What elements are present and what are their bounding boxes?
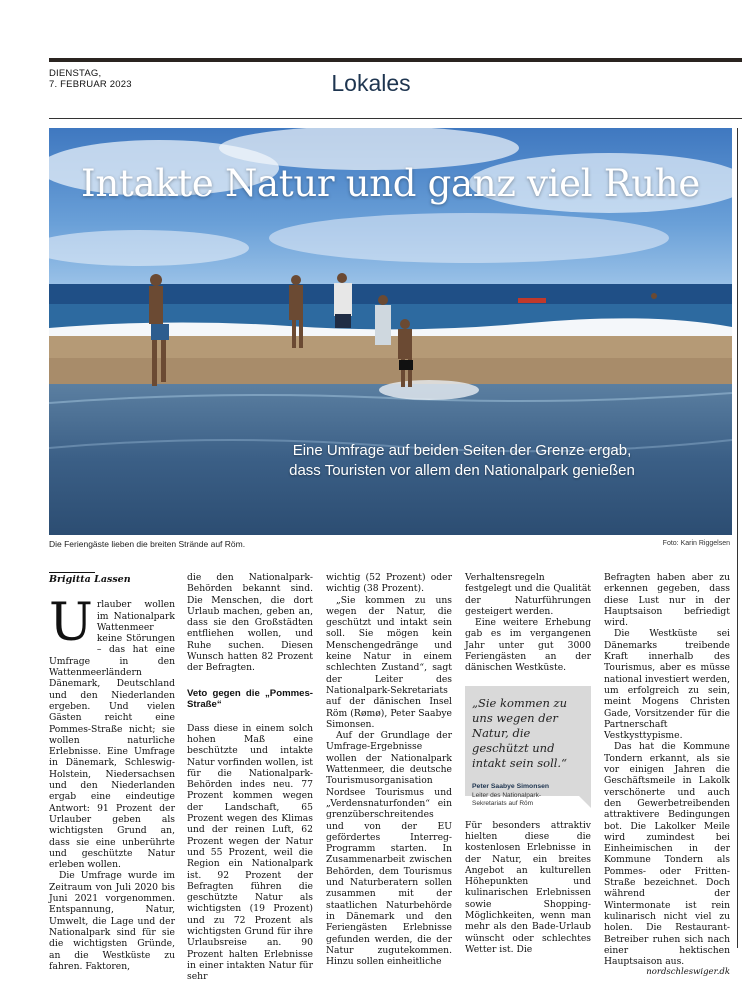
column-1 <box>49 572 175 972</box>
paragraph: Eine weitere Erhebung gab es im vergangenen Jahr unter gut 3000 Feriengästen an der dänischen Westküste. <box>465 617 591 674</box>
subheading: Veto gegen die „Pommes-Straße“ <box>187 687 313 711</box>
source-signature: nordschleswiger.dk <box>646 967 730 978</box>
column-2 <box>187 572 313 983</box>
paragraph: Befragten haben aber zu erkennen gegeben, dass diese Lust nur in der Hauptsaison befriedigt wird. <box>604 572 730 629</box>
quote-text: „Sie kommen zu uns wegen der Natur, die geschützt und intakt sein soll.“ <box>472 695 568 770</box>
quote-name: Peter Saabye Simonsen <box>472 782 550 790</box>
paragraph: Die Umfrage wurde im Zeitraum von Juli 2020 bis Juni 2021 vorgenommen. Entspannung, Natur, Umwelt, die Lage und der Nationalpark sind für sie die wichtigsten Gründe, an die Westküste zu fahren. Faktoren, <box>49 870 175 972</box>
photo-credit: Foto: Karin Riggelsen <box>662 540 730 547</box>
column-3 <box>326 572 452 967</box>
dropcap: U <box>49 593 93 654</box>
paragraph: Das hat die Kommune Tondern erkannt, als sie vor einigen Jahren die Geschäftsmeile in Lakolk verschönerte und auch den Gewerbetreibenden attraktivere Bedingungen bot. Die Lakolker Meile wird zumindest bei Einheimischen in der Kommune Tondern als Pommes- oder Fritten-Straße bezeichnet. Doch während der Wintermonate ist rein kulinarisch nicht viel zu holen. Die Restaurant-Betreiber ruhen sich nach einer hektischen Hauptsaison aus. <box>604 741 730 968</box>
subline-line-2: dass Touristen vor allem den Nationalpark genießen <box>289 462 635 479</box>
quote-role-1: Leiter des Nationalpark- <box>472 791 542 799</box>
right-rule <box>737 128 738 948</box>
paragraph: Für besonders attraktiv hielten diese die kostenlosen Erlebnisse in der Natur, ein breites Angebot an kulturellen Höhepunkten und kulinarischen Erlebnissen sowie Shopping-Möglichkeiten, wenn man mehr als den Bade-Urlaub wünscht oder schlechtes Wetter ist. Die <box>465 819 591 955</box>
author: Brigitta Lassen <box>49 574 131 585</box>
paragraph: wichtig (52 Prozent) oder wichtig (38 Prozent). <box>326 572 452 595</box>
column-4 <box>465 572 591 955</box>
quote-tail <box>579 796 591 808</box>
lead-photo <box>49 128 732 535</box>
headline: Intakte Natur und ganz viel Ruhe <box>81 162 700 205</box>
weekday: DIENSTAG, <box>49 68 102 79</box>
photo-caption: Die Feriengäste lieben die breiten Strände auf Röm. <box>49 539 246 549</box>
header-rule <box>49 118 742 119</box>
paragraph: Verhaltensregeln festgelegt und die Qualität der Naturführungen gesteigert werden. <box>465 572 591 617</box>
paragraph: Auf der Grundlage der Umfrage-Ergebnisse wollen der Nationalpark Wattenmeer, die deutsche Tourismusorganisation Nordsee Tourismus und „Verdensnaturfonden“ ein grenzüberschreitendes und von der EU gefördertes Interreg-Programm starten. In Zusammenarbeit zwischen Behörden, dem Tourismus und Naturberatern sollen zusammen mit der staatlichen Naturbehörde in Dänemark und den Feriengästen Erlebnisse gefunden werden, die der Natur zugutekommen. Hinzu sollen einheitliche <box>326 730 452 968</box>
lead-paragraph <box>49 593 175 871</box>
column-5 <box>604 572 730 979</box>
subline <box>252 441 672 481</box>
paragraph: die den Nationalpark-Behörden bekannt sind. Die Menschen, die dort Urlaub machen, geben an, dass sie den Großstädten entfliehen wollen, und Ruhe suchen. Diesen Wunsch hatten 82 Prozent der Befragten. <box>187 572 313 674</box>
section-title: Lokales <box>331 70 411 96</box>
date: 7. FEBRUAR 2023 <box>49 79 132 90</box>
pull-quote <box>465 686 591 807</box>
paragraph: Die Westküste sei Dänemarks treibende Kraft innerhalb des Tourismus, aber es müsse national investiert werden, um erfolgreich zu sein, meint Mogens Christen Gade, Vorsitzender für die Partnerschaft Vestkysttурisme. <box>604 628 730 742</box>
subline-line-1: Eine Umfrage auf beiden Seiten der Grenze ergab, <box>292 442 632 459</box>
top-rule <box>49 58 742 62</box>
quote-role-2: Sekretariats auf Röm <box>472 799 534 807</box>
lead-text: rlauber wollen im Nationalpark Wattenmeer keine Störungen – das hat eine Umfrage in den Wattenmeerländern Dänemark, Deutschland und den Niederlanden ergeben. Und vielen Gästen reicht eine Pommes-Straße nicht; sie wollen naturliche Erlebnisse. Eine Umfrage in Dänemark, Schleswig-Holstein, Niedersachsen und den Niederlanden ergab eine eindeutige Antwort: 91 Prozent der Urlauber geben als wichtigsten Grund an, dass sie eine unberührte und geschützte Natur erleben wollen. <box>49 599 175 871</box>
paragraph: „Sie kommen zu uns wegen der Natur, die geschützt und intakt sein soll. Sie mögen kein Menschengedränge und keine Natur in einem schlechten Zustand“, sagt der Leiter des Nationalpark-Sekretariats auf der dänischen Insel Röm (Rømø), Peter Saabye Simonsen. <box>326 594 452 730</box>
paragraph: Dass diese in einem solch hohen Maß eine beschützte und intakte Natur vorfinden wollen, ist für die Nationalpark-Behörden indes neu. 77 Prozent kommen wegen der Landschaft, 65 Prozent wegen des Klimas und der reinen Luft, 62 Prozent wegen der Natur und 55 Prozent, weil die Region ein Nationalpark ist. 92 Prozent der Befragten führen die geschützte Natur als wichtigsten (19 Prozent) und zu 72 Prozent als wichtigsten Grund für ihre Urlaubsreise an. 90 Prozent halten Erlebnisse in einer intakten Natur für sehr <box>187 722 313 983</box>
